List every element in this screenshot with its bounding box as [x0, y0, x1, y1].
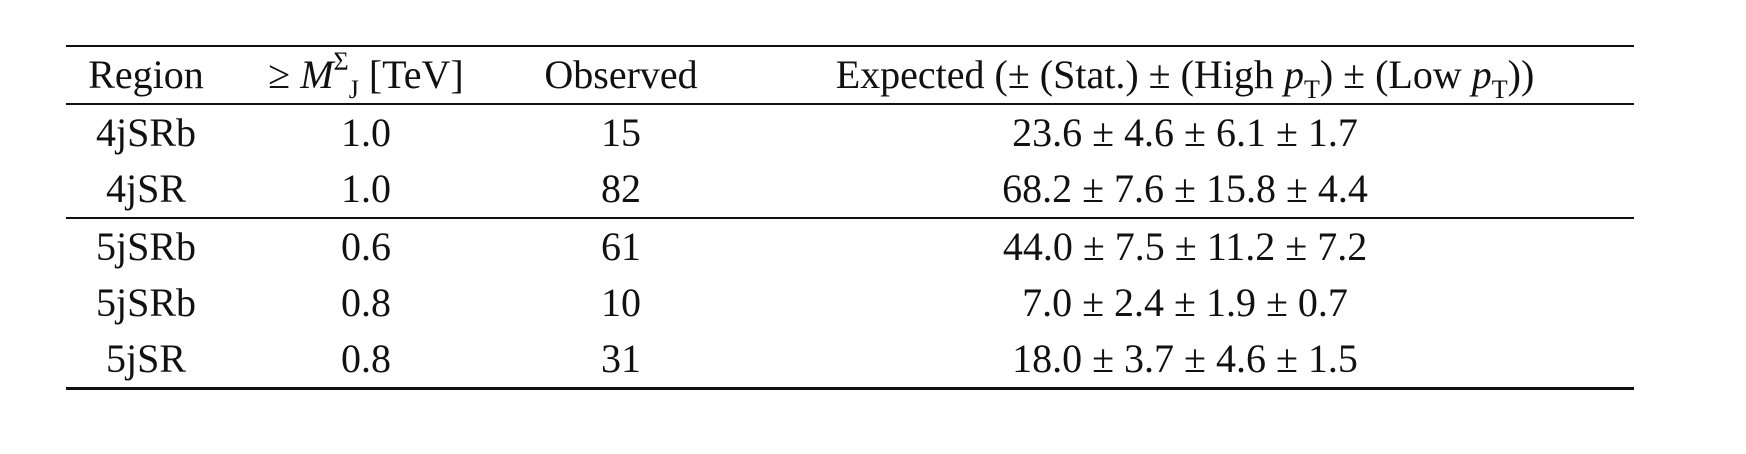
header-expected-part3: ))	[1507, 52, 1535, 97]
header-row	[66, 46, 1634, 104]
cell-expected: 44.0 ± 7.5 ± 11.2 ± 7.2	[1002, 224, 1368, 269]
cell-region: 4jSRb	[95, 110, 197, 155]
cell-observed: 31	[601, 336, 641, 381]
cell-mj: 0.8	[341, 280, 391, 325]
cell-observed: 61	[601, 224, 641, 269]
cell-mj: 1.0	[341, 110, 391, 155]
table-group-4j	[66, 104, 1634, 218]
table-row	[66, 161, 1634, 218]
table-group-5j	[66, 218, 1634, 389]
results-table-container	[66, 45, 1634, 390]
header-expected-pt2-sub: T	[1491, 75, 1508, 104]
cell-observed: 10	[601, 280, 641, 325]
cell-observed: 82	[601, 166, 641, 211]
header-mj-symbol: M	[300, 52, 334, 97]
table-row	[66, 275, 1634, 331]
header-expected-part2: ) ± (Low	[1319, 52, 1462, 97]
header-mj-sup: Σ	[333, 47, 349, 76]
header-mj-threshold	[226, 46, 506, 104]
cell-expected: 7.0 ± 2.4 ± 1.9 ± 0.7	[1022, 280, 1348, 325]
header-expected-part1: Expected (± (Stat.) ± (High	[835, 52, 1274, 97]
results-table	[66, 45, 1634, 390]
header-mj-prefix: ≥	[268, 52, 291, 97]
cell-region: 4jSR	[105, 166, 187, 211]
cell-region: 5jSR	[105, 336, 187, 381]
cell-mj: 0.6	[341, 224, 391, 269]
table-row	[66, 218, 1634, 275]
cell-expected: 23.6 ± 4.6 ± 6.1 ± 1.7	[1012, 110, 1358, 155]
header-expected-pt2-symbol: p	[1471, 52, 1492, 97]
header-expected-pt-sub: T	[1303, 75, 1320, 104]
table-row	[66, 331, 1634, 389]
cell-mj: 1.0	[341, 166, 391, 211]
header-mj-unit: [TeV]	[368, 52, 464, 97]
header-mj-sub: J	[348, 75, 359, 104]
header-expected-pt-symbol: p	[1283, 52, 1304, 97]
header-region: Region	[88, 52, 204, 97]
cell-expected: 68.2 ± 7.6 ± 15.8 ± 4.4	[1002, 166, 1368, 211]
cell-region: 5jSRb	[95, 280, 197, 325]
table-header	[66, 46, 1634, 104]
cell-observed: 15	[601, 110, 641, 155]
header-expected	[736, 46, 1634, 104]
header-observed: Observed	[544, 52, 698, 97]
cell-mj: 0.8	[341, 336, 391, 381]
cell-expected: 18.0 ± 3.7 ± 4.6 ± 1.5	[1012, 336, 1358, 381]
table-row	[66, 104, 1634, 161]
cell-region: 5jSRb	[95, 224, 197, 269]
